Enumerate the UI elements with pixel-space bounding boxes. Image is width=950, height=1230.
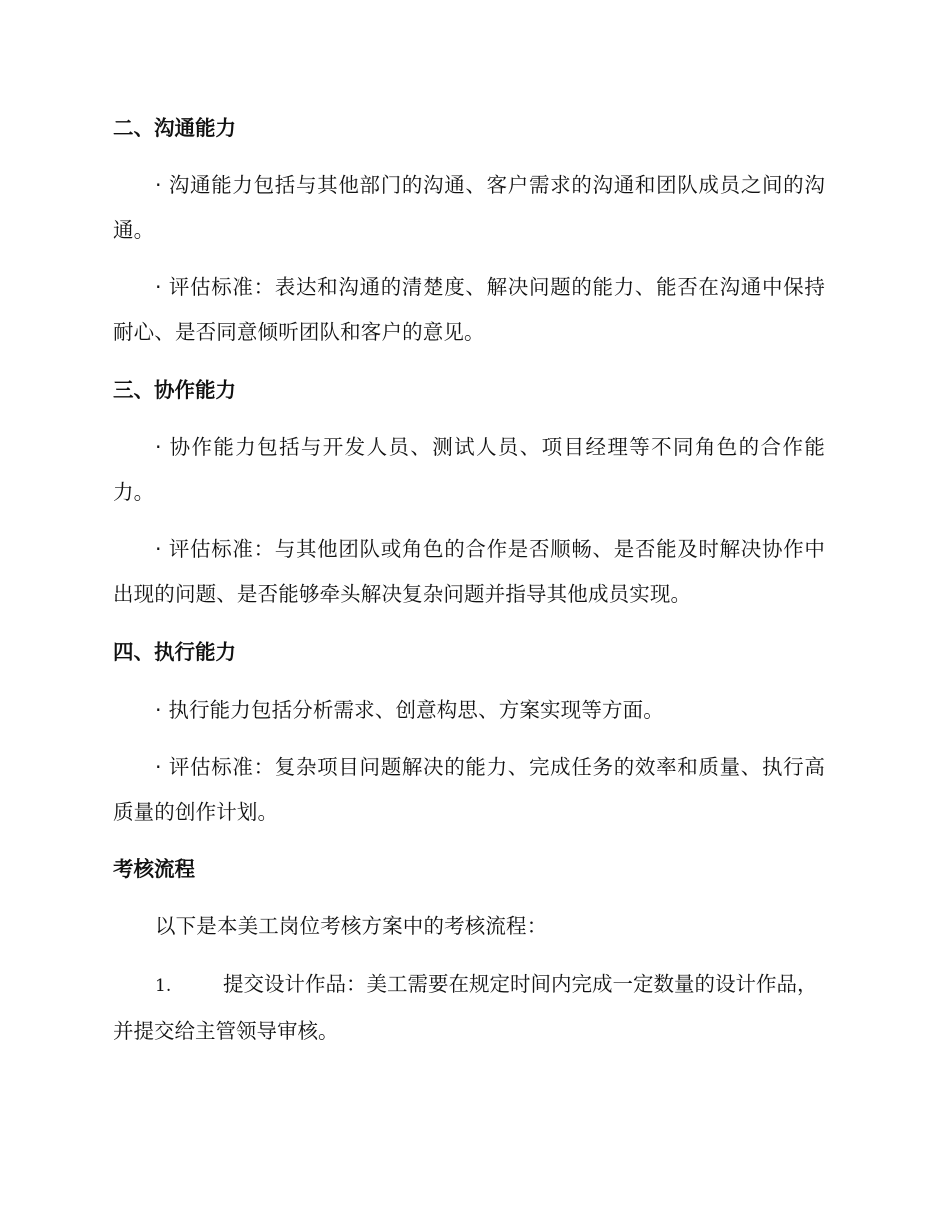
process-step-text: 提交设计作品：美工需要在规定时间内完成一定数量的设计作品，并提交给主管领导审核。 [113,972,818,1043]
collaboration-bullet-1: · 协作能力包括与开发人员、测试人员、项目经理等不同角色的合作能力。 [113,435,825,504]
collaboration-bullet-2: · 评估标准：与其他团队或角色的合作是否顺畅、是否能及时解决协作中出现的问题、是否能够牵头解决复杂问题并指导其他成员实现。 [113,537,825,606]
execution-bullet-1: · 执行能力包括分析需求、创意构思、方案实现等方面。 [155,698,664,722]
execution-bullet-2: · 评估标准：复杂项目问题解决的能力、完成任务的效率和质量、执行高质量的创作计划。 [113,755,825,824]
section-heading-communication: 二、沟通能力 [113,116,236,140]
process-intro: 以下是本美工岗位考核方案中的考核流程： [155,914,548,938]
process-heading: 考核流程 [113,857,195,881]
section-heading-collaboration: 三、协作能力 [113,378,236,402]
list-number: 1. [155,976,172,996]
process-step-1 [113,962,825,1054]
communication-bullet-1: · 沟通能力包括与其他部门的沟通、客户需求的沟通和团队成员之间的沟通。 [113,173,825,242]
communication-bullet-2: · 评估标准：表达和沟通的清楚度、解决问题的能力、能否在沟通中保持耐心、是否同意倾听团队和客户的意见。 [113,275,825,344]
section-heading-execution: 四、执行能力 [113,640,236,664]
